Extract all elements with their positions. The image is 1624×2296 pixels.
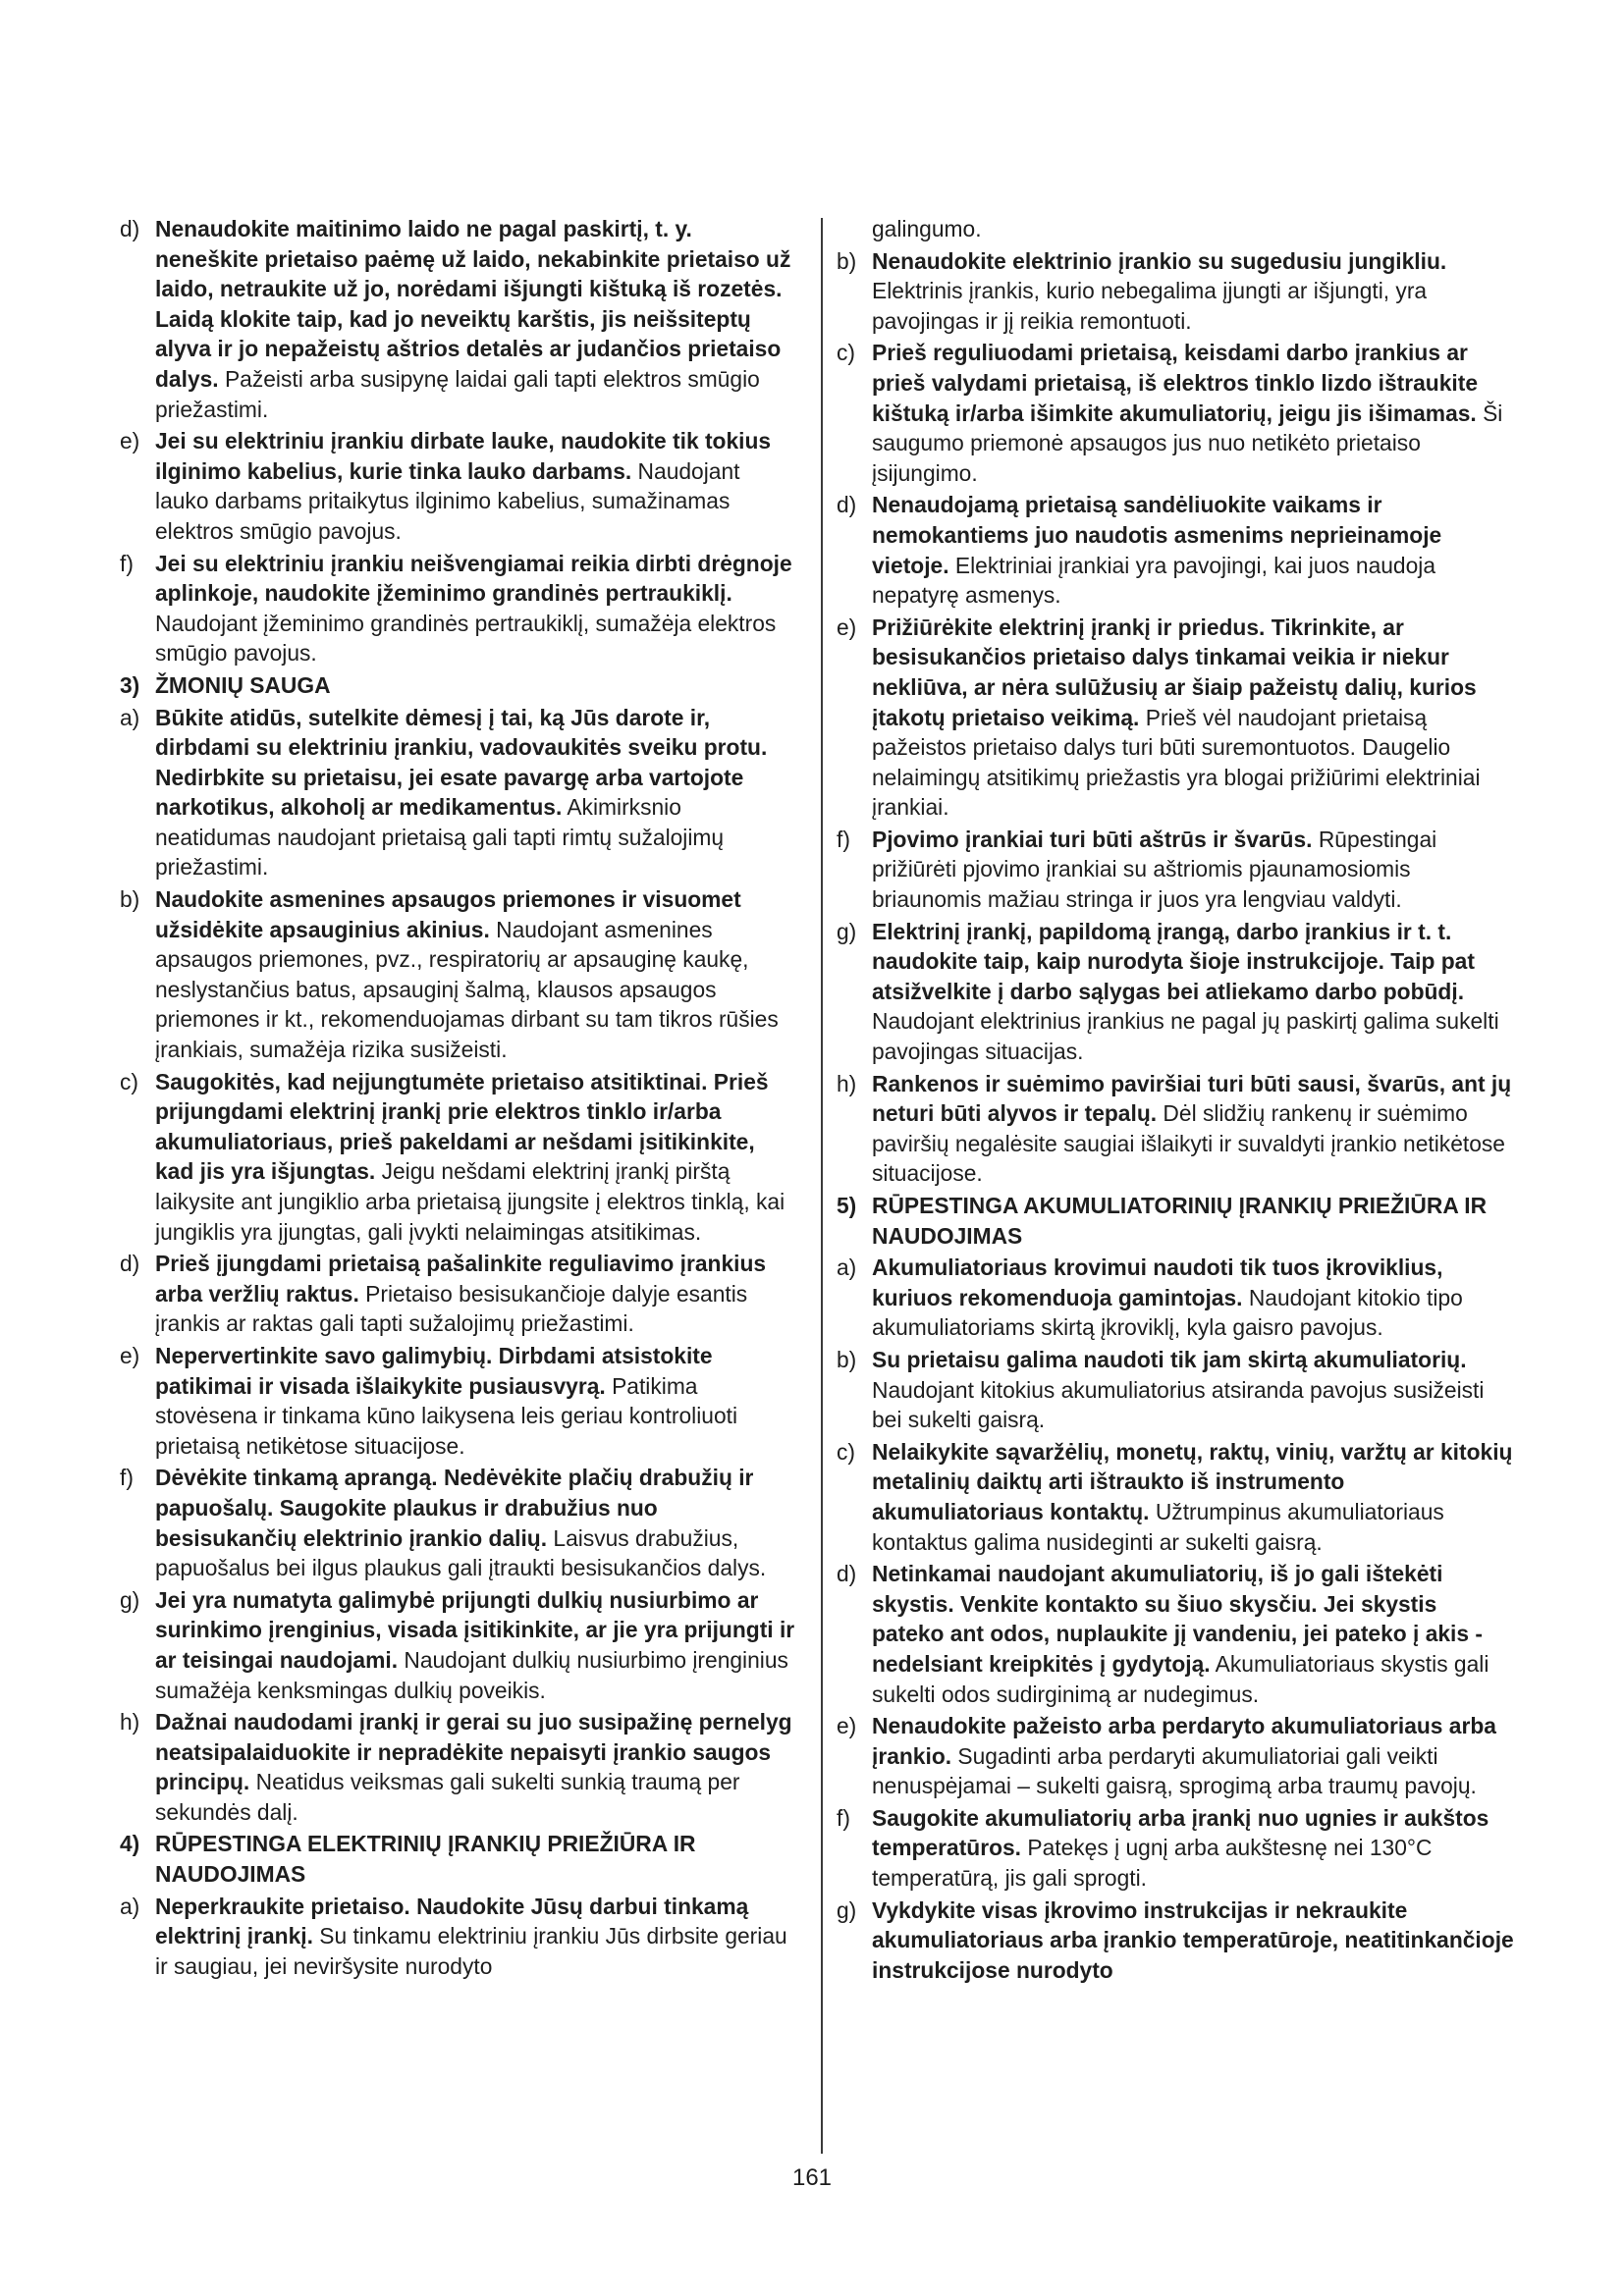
item-text: Laisvus drabužius, papuošalus bei ilgus plaukus gali įtraukti besisukančios dalys. [155,1524,767,1581]
item-bold-text: Jei su elektriniu įrankiu dirbate lauke, naudokite tik tokius ilginimo kabelius, kurie tinka lauko darbams. [155,428,772,484]
section-title: RŪPESTINGA ELEKTRINIŲ ĮRANKIŲ PRIEŽIŪRA IR NAUDOJIMAS [155,1831,696,1888]
list-item [120,1067,797,1248]
item-bold-text: Dėvėkite tinkamą aprangą. Nedėvėkite plačių drabužių ir papuošalų. Saugokite plaukus ir drabužius nuo besisukančių elektrinio įrankio dalių. [155,1465,754,1551]
item-text: Elektriniai įrankiai yra pavojingi, kai juos naudoja nepatyrę asmenys. [872,552,1436,609]
item-bold-text: Nenaudokite pažeisto arba perdaryto akumuliatoriaus arba įrankio. [872,1713,1496,1769]
item-text: Užtrumpinus akumuliatoriaus kontaktus galima nusideginti ar sukelti gaisrą. [872,1498,1444,1555]
list-item [837,1253,1514,1343]
item-bold-text: Prieš reguliuodami prietaisą, keisdami darbo įrankius ar prieš valydami prietaisą, iš elektros tinklo lizdo ištraukite kištuką ir/arba išimkite akumuliatorių, jeigu jis išimamas. [872,340,1479,426]
list-item [837,246,1514,337]
item-marker: f) [837,1804,850,1831]
item-marker: b) [837,1346,857,1372]
item-bold-text: Akumuliatoriaus krovimui naudoti tik tuos įkroviklius, kuriuos rekomenduoja gamintojas. [872,1255,1443,1310]
item-bold-text: Dažnai naudodami įrankį ir gerai su juo susipažinę pernelyg neatsipalaiduokite ir nepradėkite nepaisyti įrankio saugos principų. [155,1709,792,1795]
list-item [120,1892,797,1982]
item-marker: a) [120,1893,140,1919]
item-text: Ši saugumo priemonė apsaugos jus nuo netikėto prietaiso įsijungimo. [872,400,1503,486]
item-text: Naudojant elektrinius įrankius ne pagal jų paskirtį galima sukelti pavojingas situacijas. [872,1008,1499,1065]
page-number: 161 [791,2164,833,2191]
item-bold-text: Nenaudokite maitinimo laido ne pagal paskirtį, t. y. neneškite prietaiso paėmę už laido, nekabinkite prietaiso už laido, netraukite už jo, norėdami išjungti kištuką iš rozetės. Laidą klokite taip, kad jo neveiktų karštis, jis neišsiteptų alyva ir jo nepažeistų aštrios detalės ar judančios prietaiso dalys. [155,216,791,392]
item-bold-text: Naudokite asmenines apsaugos priemones ir visuomet užsidėkite apsauginius akinius. [155,886,741,942]
section-title: RŪPESTINGA AKUMULIATORINIŲ ĮRANKIŲ PRIEŽIŪRA IR NAUDOJIMAS [872,1193,1488,1249]
item-text: Akumuliatoriaus skystis gali sukelti odos sudirginimą ar nudegimus. [872,1650,1489,1707]
list-item [837,1803,1514,1894]
item-marker: g) [837,1896,857,1923]
item-marker: c) [837,340,855,366]
item-marker: e) [837,614,857,640]
list-item [120,703,797,883]
list-item [837,825,1514,915]
item-marker: a) [837,1255,857,1281]
item-bold-text: Prižiūrėkite elektrinį įrankį ir priedus. Tikrinkite, ar besisukančios prietaiso dalys tinkamai veikia ir niekur nekliūva, ar nėra sulūžusių ar šiaip pažeistų dalių, kurios įtakotų prietaiso veikimą. [872,614,1477,730]
section-heading [837,1191,1514,1251]
list-item [837,1896,1514,1986]
item-bold-text: Nenaudokite elektrinio įrankio su sugedusiu jungikliu. [872,247,1447,274]
section-number: 3) [120,671,140,698]
item-text: Naudojant įžeminimo grandinės pertraukiklį, sumažėja elektros smūgio pavojus. [155,610,777,667]
item-marker: d) [120,1251,140,1277]
list-item [120,1249,797,1339]
item-text: Sugadinti arba perdaryti akumuliatoriai gali veikti nenuspėjamai – sukelti gaisrą, sprogimą arba traumų pavojų. [872,1742,1477,1799]
item-marker: f) [837,826,850,852]
list-item [120,1585,797,1705]
item-bold-text: Pjovimo įrankiai turi būti aštrūs ir švarūs. [872,826,1313,852]
list-item [837,613,1514,823]
list-item [837,214,1514,244]
item-bold-text: Su prietaisu galima naudoti tik jam skirtą akumuliatorių. [872,1346,1467,1372]
item-bold-text: Prieš įjungdami prietaisą pašalinkite reguliavimo įrankius arba veržlių raktus. [155,1251,767,1307]
section-number: 5) [837,1193,857,1218]
item-bold-text: Saugokitės, kad neįjungtumėte prietaiso atsitiktinai. Prieš prijungdami elektrinį įrankį prie elektros tinklo ir/arba akumuliatoriaus, prieš pakeldami ar nešdami įsitikinkite, kad jis yra išjungtas. [155,1068,769,1185]
item-bold-text: Būkite atidūs, sutelkite dėmesį į tai, ką Jūs darote ir, dirbdami su elektriniu įrankiu, vadovaukitės sveiku protu. Nedirbkite su prietaisu, jei esate pavargę arba vartojote narkotikus, alkoholį ar medikamentus. [155,704,768,821]
left-column [120,214,797,1983]
item-marker: d) [837,492,857,518]
list-item [837,917,1514,1067]
list-item [120,214,797,424]
item-bold-text: Neperkraukite prietaiso. Naudokite Jūsų darbui tinkamą elektrinį įrankį. [155,1893,749,1949]
item-text: Naudojant asmenines apsaugos priemones, pvz., respiratorių ar apsauginę kaukę, neslystančius batus, apsauginį šalmą, klausos apsaugos priemones ir kt., rekomenduojamas dirbant su tam tikros rūšies įrankiais, sumažėja rizika susižeisti. [155,916,779,1063]
item-bold-text: Vykdykite visas įkrovimo instrukcijas ir nekraukite akumuliatoriaus arba įrankio temperatūroje, neatitinkančioje instrukcijose nurodyto [872,1896,1514,1983]
item-marker: f) [120,1465,134,1491]
item-marker: g) [837,918,857,944]
item-text: galingumo. [872,216,982,241]
item-marker: b) [837,247,857,274]
item-bold-text: Jei yra numatyta galimybė prijungti dulkių nusiurbimo ar surinkimo įrenginius, visada įsitikinkite, ar jie yra prijungti ir ar teisingai naudojami. [155,1586,795,1673]
item-marker: b) [120,886,140,913]
list-item [120,426,797,546]
item-text: Naudojant kitokius akumuliatorius atsiranda pavojus susižeisti bei sukelti gaisrą. [872,1376,1485,1433]
right-column [837,214,1514,1987]
item-text: Neatidus veiksmas gali sukelti sunkią traumą per sekundės dalį. [155,1769,740,1825]
list-item [837,338,1514,488]
list-item [120,1707,797,1827]
item-bold-text: Jei su elektriniu įrankiu neišvengiamai reikia dirbti drėgnoje aplinkoje, naudokite įžeminimo grandinės pertraukiklį. [155,550,792,607]
list-item [120,884,797,1065]
item-marker: d) [120,216,140,241]
list-item [837,1345,1514,1435]
item-text: Jeigu nešdami elektrinį įrankį pirštą laikysite ant jungiklio arba prietaisą įjungsite į elektros tinklą, kai jungiklis yra įjungtas, gali įvykti nelaimingas atsitikimas. [155,1158,785,1245]
item-text: Naudojant lauko darbams pritaikytus ilginimo kabelius, sumažinamas elektros smūgio pavojus. [155,457,740,544]
item-text: Prieš vėl naudojant prietaisą pažeistos prietaiso dalys turi būti suremontuotos. Daugelio nelaimingų atsitikimų priežastis yra blogai prižiūrimi elektriniai įrankiai. [872,704,1481,821]
item-bold-text: Nepervertinkite savo galimybių. Dirbdami atsistokite patikimai ir visada išlaikykite pusiausvyrą. [155,1342,713,1399]
item-bold-text: Rankenos ir suėmimo paviršiai turi būti sausi, švarūs, ant jų neturi būti alyvos ir tepalų. [872,1070,1512,1127]
list-item [837,490,1514,610]
item-marker: d) [837,1561,857,1587]
list-item [120,1341,797,1461]
item-marker: e) [837,1713,857,1739]
item-text: Naudojant dulkių nusiurbimo įrenginius sumažėja kenksmingas dulkių poveikis. [155,1646,788,1703]
list-item [120,1463,797,1582]
item-text: Prietaiso besisukančioje dalyje esantis įrankis ar raktas gali tapti sužalojimų priežastimi. [155,1280,748,1337]
item-text: Akimirksnio neatidumas naudojant prietaisą gali tapti rimtų sužalojimų priežastimi. [155,794,725,881]
item-bold-text: Nelaikykite sąvaržėlių, monetų, raktų, vinių, varžtų ar kitokių metalinių daiktų arti ištraukto iš instrumento akumuliatoriaus kontaktų. [872,1438,1513,1524]
section-heading [120,670,797,701]
item-bold-text: Elektrinį įrankį, papildomą įrangą, darbo įrankius ir t. t. naudokite taip, kaip nurodyta šioje instrukcijoje. Taip pat atsižvelkite į darbo sąlygas bei atliekamo darbo pobūdį. [872,918,1475,1004]
column-divider [821,218,823,2154]
item-marker: e) [120,1342,140,1368]
item-bold-text: Saugokite akumuliatorių arba įrankį nuo ugnies ir aukštos temperatūros. [872,1804,1489,1861]
list-item [120,549,797,668]
item-text: Patikima stovėsena ir tinkama kūno laikysena leis geriau kontroliuoti prietaisą netikėtose situacijose. [155,1372,738,1459]
list-item [837,1711,1514,1801]
item-marker: h) [837,1070,857,1096]
item-text: Rūpestingai prižiūrėti pjovimo įrankiai su aštriomis pjaunamosiomis briaunomis mažiau stringa ir juos yra lengviau valdyti. [872,826,1437,913]
item-text: Elektrinis įrankis, kurio nebegalima įjungti ar išjungti, yra pavojingas ir jį reikia remontuoti. [872,278,1428,334]
item-text: Pažeisti arba susipynę laidai gali tapti elektros smūgio priežastimi. [155,365,760,422]
item-text: Su tinkamu elektriniu įrankiu Jūs dirbsite geriau ir saugiau, jei neviršysite nurodyto [155,1923,787,1979]
item-marker: a) [120,704,140,730]
item-marker: e) [120,428,140,454]
item-text: Dėl slidžių rankenų ir suėmimo paviršių negalėsite saugiai išlaikyti ir suvaldyti įrankio netikėtose situacijose. [872,1100,1505,1187]
item-marker: c) [120,1068,138,1095]
section-heading [120,1829,797,1889]
section-number: 4) [120,1831,140,1857]
item-text: Naudojant kitokio tipo akumuliatoriams skirtą įkroviklį, kyla gaisro pavojus. [872,1284,1463,1341]
list-item [837,1069,1514,1189]
item-marker: c) [837,1438,855,1465]
list-item [837,1437,1514,1557]
item-bold-text: Netinkamai naudojant akumuliatorių, iš jo gali ištekėti skystis. Venkite kontakto su šiuo skysčiu. Jei skystis pateko ant odos, nuplaukite jį vandeniu, jei pateko į akis - nedelsiant kreipkitės į gydytoją. [872,1561,1483,1677]
section-title: ŽMONIŲ SAUGA [155,671,331,698]
item-text: Patekęs į ugnį arba aukštesnę nei 130°C temperatūrą, jis gali sprogti. [872,1835,1433,1892]
item-marker: g) [120,1586,140,1613]
item-marker: f) [120,550,134,576]
item-bold-text: Nenaudojamą prietaisą sandėliuokite vaikams ir nemokantiems juo naudotis asmenims neprieinamoje vietoje. [872,492,1442,578]
list-item [837,1559,1514,1709]
item-marker: h) [120,1709,140,1735]
